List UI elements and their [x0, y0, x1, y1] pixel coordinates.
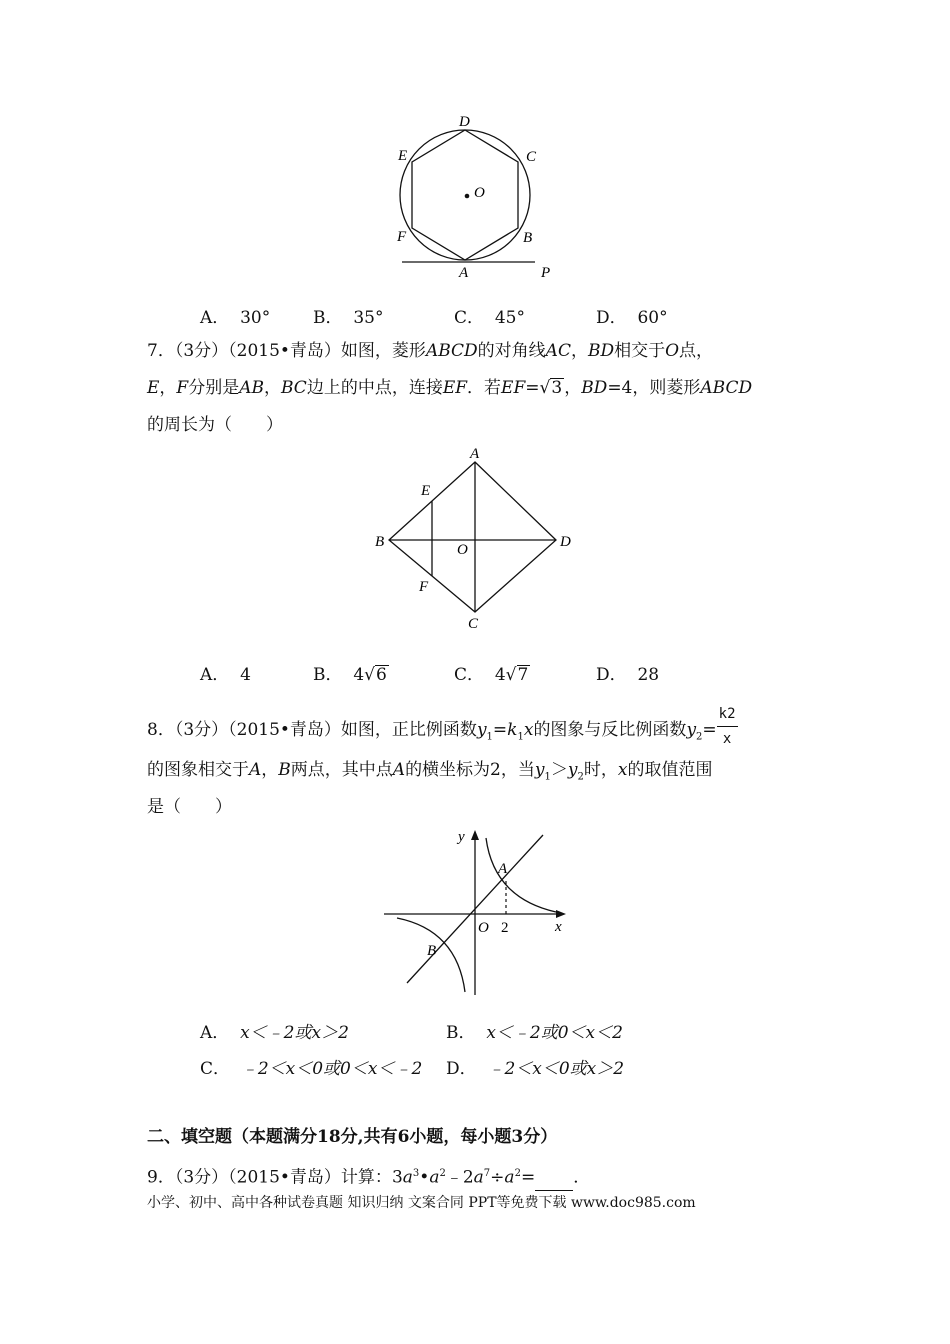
text: ＞ — [550, 760, 568, 780]
sqrt-radicand: 3 — [551, 378, 563, 398]
text: ， — [564, 378, 582, 398]
math-var: AB — [239, 378, 264, 398]
text: = — [525, 378, 540, 398]
option-key: C． — [200, 1059, 231, 1079]
text: 分别是 — [188, 378, 240, 398]
text: ． — [573, 1167, 591, 1188]
math-var: y — [476, 720, 487, 740]
option-key: C． — [454, 308, 485, 328]
option-text: 60° — [637, 308, 668, 328]
question-meta: （3分）（2015•青岛）如图，正比例函数 — [174, 720, 477, 740]
q6-label-P: P — [541, 265, 551, 281]
question-meta: （3分）（2015•青岛）计算： — [174, 1167, 392, 1188]
section-title: 二、填空题（本题满分18分,共有6小题，每小题3分） — [147, 1127, 558, 1147]
text: 边上的中点，连接 — [306, 378, 443, 398]
option-text: 4 — [240, 665, 251, 685]
text: 两点，其中点 — [290, 760, 393, 780]
q8-label-B: B — [427, 943, 437, 959]
section-heading — [147, 1125, 557, 1149]
math-var: y — [534, 760, 545, 780]
q8-label-O: O — [478, 920, 489, 936]
option-text: x＜﹣2或0＜x＜2 — [486, 1023, 623, 1043]
option-key: C． — [454, 665, 485, 685]
q6-label-E: E — [398, 148, 408, 164]
q9-line — [147, 1162, 590, 1191]
q7-label-O: O — [457, 542, 468, 558]
math-var: A — [249, 760, 262, 780]
subscript: 1 — [486, 731, 493, 743]
superscript: 2 — [514, 1168, 521, 1179]
math-var: y — [567, 760, 578, 780]
question-meta: （3分）（2015•青岛）如图，菱形 — [174, 341, 426, 361]
math-var: ABCD — [700, 378, 753, 398]
text: 是（ ） — [147, 797, 232, 817]
q8-x-axis-arrow — [556, 910, 566, 918]
math-var: BD — [587, 341, 615, 361]
text: = — [702, 720, 717, 740]
option-text: 28 — [637, 665, 660, 685]
sqrt-radicand: 7 — [517, 665, 529, 685]
option-text: 45° — [494, 308, 525, 328]
q8-label-x: x — [555, 919, 562, 935]
q6-figure — [380, 105, 580, 285]
fraction-denominator: x — [722, 731, 732, 747]
text: ．若 — [467, 378, 502, 398]
sqrt-sign: √ — [364, 665, 375, 685]
text: 的周长为（ ） — [147, 415, 283, 435]
math-var: B — [278, 760, 291, 780]
superscript: 7 — [483, 1168, 491, 1179]
q8-line-3 — [147, 795, 232, 819]
q8-hyperbola-q1 — [486, 838, 556, 912]
math-var: AC — [545, 341, 571, 361]
q7-option-c — [454, 660, 530, 685]
option-key: A． — [200, 1023, 230, 1043]
q7-line-3 — [147, 413, 283, 437]
q8-option-b — [446, 1018, 623, 1043]
math-var: a — [504, 1167, 515, 1188]
math-var: a — [402, 1167, 413, 1188]
text: 的横坐标为2，当 — [405, 760, 535, 780]
text: ， — [264, 378, 281, 398]
math-var: A — [392, 760, 406, 780]
q6-label-A: A — [459, 265, 469, 281]
q8-figure — [380, 822, 580, 1002]
superscript: 3 — [412, 1168, 420, 1179]
math-var: x — [617, 760, 628, 780]
q7-label-F: F — [419, 579, 429, 595]
subscript: 2 — [696, 731, 703, 743]
option-text: ﹣2＜x＜0或0＜x＜﹣2 — [240, 1059, 423, 1079]
text: = — [520, 1167, 536, 1188]
q7-option-d — [596, 660, 659, 685]
q6-label-D: D — [459, 114, 470, 130]
text: 的图象与反比例函数 — [533, 720, 687, 740]
subscript: 1 — [517, 731, 524, 743]
option-key: B． — [313, 665, 343, 685]
text: • — [419, 1167, 430, 1188]
q6-option-d — [596, 303, 668, 328]
text: 的对角线 — [477, 341, 546, 361]
option-key: B． — [313, 308, 343, 328]
q8-label-2: 2 — [501, 920, 509, 936]
q8-label-y: y — [458, 829, 465, 845]
option-text: 4 — [494, 665, 506, 685]
q7-rhombus — [389, 462, 556, 612]
q7-label-A: A — [470, 446, 480, 462]
fraction-numerator: k2 — [717, 702, 738, 727]
math-var: O — [665, 341, 680, 361]
answer-blank[interactable] — [535, 1166, 573, 1191]
q6-option-c — [454, 303, 525, 328]
page-footer — [147, 1192, 696, 1212]
option-key: D． — [446, 1059, 477, 1079]
q8-option-d — [446, 1054, 624, 1079]
math-var: y — [686, 720, 697, 740]
q7-option-b — [313, 660, 389, 685]
fraction — [717, 702, 738, 751]
q7-figure — [370, 440, 580, 635]
q6-option-b — [313, 303, 383, 328]
q7-line-1 — [147, 339, 713, 363]
math-var: a — [429, 1167, 440, 1188]
text: 点， — [679, 341, 714, 361]
math-var: ABCD — [425, 341, 478, 361]
text: 相交于 — [614, 341, 666, 361]
q8-y-axis-arrow — [471, 830, 479, 840]
text: 的图象相交于 — [147, 760, 249, 780]
option-key: B． — [446, 1023, 476, 1043]
text: ﹣2 — [445, 1167, 474, 1188]
text: ， — [159, 378, 177, 398]
q7-label-B: B — [375, 534, 385, 550]
math-var: EF — [501, 378, 526, 398]
option-key: A． — [200, 665, 230, 685]
q6-center-dot — [465, 194, 470, 199]
q6-option-a — [200, 303, 270, 328]
math-var: BC — [281, 378, 307, 398]
subscript: 2 — [577, 771, 584, 783]
option-key: A． — [200, 308, 230, 328]
q8-label-A: A — [498, 861, 508, 877]
text: ， — [570, 341, 588, 361]
option-text: ﹣2＜x＜0或x＞2 — [487, 1059, 625, 1079]
option-text: 4 — [353, 665, 365, 685]
q6-label-B: B — [523, 230, 533, 246]
math-var: F — [176, 378, 189, 398]
q6-label-F: F — [397, 229, 407, 245]
q8-option-a — [200, 1018, 349, 1043]
q8-option-c — [200, 1054, 422, 1079]
sqrt-radicand: 6 — [375, 665, 387, 685]
option-text: 30° — [240, 308, 271, 328]
question-number: 7． — [147, 341, 175, 361]
option-text: 35° — [353, 308, 384, 328]
math-var: a — [473, 1167, 484, 1188]
q7-label-C: C — [468, 616, 479, 632]
option-key: D． — [596, 308, 627, 328]
math-var: E — [147, 378, 160, 398]
option-key: D． — [596, 665, 627, 685]
question-number: 8． — [147, 720, 175, 740]
math-var: BD — [581, 378, 608, 398]
q7-label-E: E — [421, 483, 431, 499]
superscript: 2 — [439, 1168, 446, 1179]
question-number: 9． — [147, 1167, 175, 1188]
q6-label-O: O — [474, 185, 485, 201]
q7-option-a — [200, 660, 251, 685]
text: 的取值范围 — [627, 760, 713, 780]
q7-line-2 — [147, 376, 752, 400]
math-var: x — [523, 720, 534, 740]
text: =4，则菱形 — [607, 378, 701, 398]
text: 3 — [391, 1167, 403, 1188]
text: 时， — [583, 760, 618, 780]
text: ， — [261, 760, 279, 780]
q8-line-2 — [147, 758, 712, 789]
sqrt-sign: √ — [539, 378, 551, 398]
sqrt-sign: √ — [505, 665, 517, 685]
q6-label-C: C — [526, 149, 537, 165]
math-var: =k — [492, 720, 518, 740]
q7-label-D: D — [560, 534, 571, 550]
math-var: EF — [442, 378, 468, 398]
footer-text: 小学、初中、高中各种试卷真题 知识归纳 文案合同 PPT等免费下载 www.doc985.com — [147, 1195, 696, 1211]
subscript: 1 — [544, 771, 551, 783]
text: ÷ — [490, 1167, 505, 1188]
q8-line-1 — [147, 706, 738, 755]
option-text: x＜﹣2或x＞2 — [240, 1023, 349, 1043]
